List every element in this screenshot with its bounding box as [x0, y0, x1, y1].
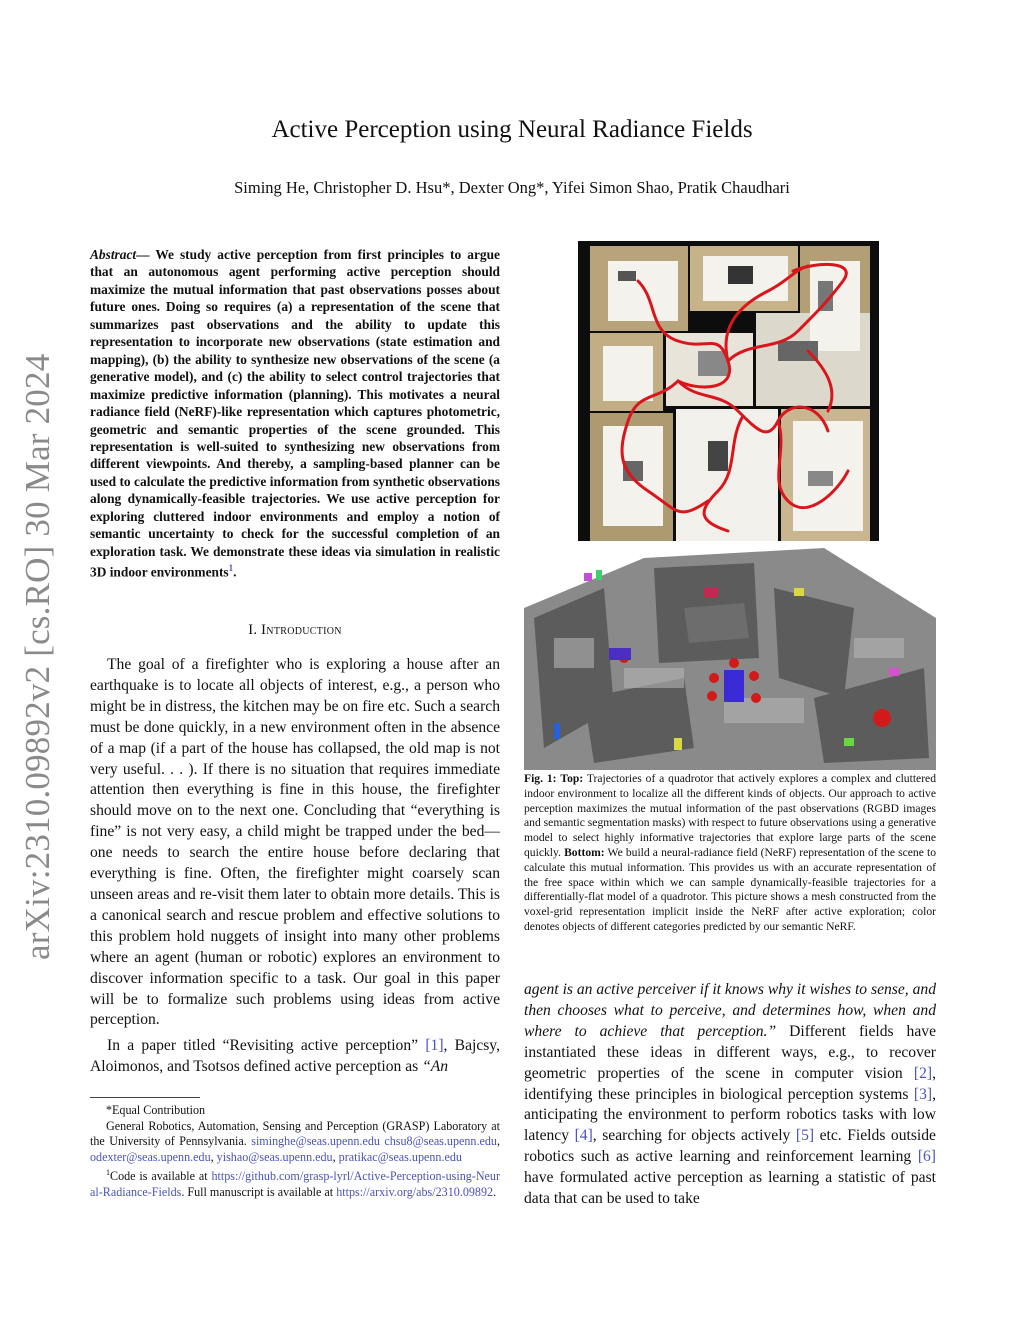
citation-3[interactable]: [3] — [913, 1085, 933, 1103]
right-column-paragraph — [524, 980, 936, 1210]
intro-paragraph-1: The goal of a firefighter who is exploring a house after an earthquake is to locate all objects of interest, e.g., a person who might be in distress, the kitchen may be on fire etc. Such a search must be done quickly, in a new environment often in the absence of a map (if a part of the house has collapsed, the old map is not very useful. . . ). If there is no situation that requires immediate attention then everything is fine in this house, the firefighter should move on to the next one. Concluding that “everything is fine” is not very easy, a child might be trapped under the bed—one needs to search the entire house before declaring that everything is fine. Often, the firefighter might coarsely scan unseen areas and re-visit them later to obtain more details. This is a canonical search and rescue problem and effective solutions to this problem hold nuggets of insight into many other problems where an agent (human or robotic) explores an environment to discover information specific to a task. Our goal in this paper will be to formalize such problems using ideas from active perception. — [90, 656, 500, 1029]
figure-top-image — [578, 241, 879, 541]
footnotes — [90, 1103, 500, 1200]
footnote-equal-contribution: *Equal Contribution — [106, 1103, 206, 1117]
affiliation-text: General Robotics, Automation, Sensing and Perception (GRASP) Laboratory at the University of Pennsylvania. — [90, 1118, 500, 1148]
footnote-code-mark: 1 — [106, 1168, 110, 1177]
rc-text-2: , identifying these principles in biological perception systems — [524, 1064, 936, 1103]
manuscript-url-link[interactable]: https://arxiv.org/abs/2310.09892 — [336, 1184, 494, 1199]
intro-p2-b: , Bajcsy, Aloimonos, and Tsotsos defined active perception as — [90, 1037, 500, 1076]
abstract-body: We study active perception from first principles to argue that an autonomous agent performing active perception should maximize the mutual information that past observations posses about future ones. Doing so requires (a) a representation of the scene that summarizes past observations and the ability to update this representation to incorporate new observations (state estimation and mapping), (b) the ability to synthesize new observations of the scene (a generative model), and (c) the ability to select control trajectories that maximize predictive information (planning). This motivates a neural radiance field (NeRF)-like representation which captures photometric, geometric and semantic properties of the scene grounded. This representation is well-suited to synthesizing new observations from different viewpoints. And thereby, a sampling-based planner can be used to calculate the predictive information from synthetic observations along dynamically-feasible trajectories. We use active perception for exploring cluttered indoor environments and employ a notion of semantic uncertainty to check for the successful completion of an exploration task. We demonstrate these ideas via simulation in realistic 3D indoor environments — [90, 247, 500, 580]
caption-top-label: Top: — [560, 772, 584, 785]
footnote-marker-1[interactable]: 1 — [228, 563, 234, 574]
citation-2[interactable]: [2] — [913, 1064, 933, 1082]
figure-caption — [524, 772, 936, 935]
rc-text-1: Different fields have instantiated these ideas in different ways, e.g., to recover geometric properties of the scene in computer vision — [524, 1022, 936, 1082]
caption-top-text: Trajectories of a quadrotor that actively explores a complex and cluttered indoor environment to localize all the different kinds of objects. Our approach to active perception maximizes the mutual information of the past observations (RGBD images and semantic segmentation masks) with respect to future observations using a generative model to select highly informative trajectories that explore large parts of the scene quickly. — [524, 772, 936, 859]
figure-bottom-image — [524, 548, 936, 770]
abstract-lead: Abstract — [90, 247, 137, 262]
right-column-text — [524, 980, 936, 1210]
code-url-link[interactable]: https://github.com/grasp-lyrl/Active-Perception-using-Neural-Radiance-Fields — [90, 1169, 500, 1199]
section-heading-introduction: I. Introduction — [248, 622, 342, 638]
paper-title: Active Perception using Neural Radiance Fields — [271, 116, 753, 143]
arxiv-stamp: arXiv:2310.09892v2 [cs.RO] 30 Mar 2024 — [18, 353, 57, 960]
figure-label: Fig. 1: — [524, 772, 557, 785]
rc-text-5: etc. Fields outside robotics such as active learning and reinforcement learning — [524, 1127, 936, 1166]
caption-bottom-text: We build a neural-radiance field (NeRF) representation of the scene to calculate this mutual information. This provides us with an accurate representation of the free space within which we can sample dynamically-feasible trajectories for a differentially-flat model of a quadrotor. This picture shows a mesh constructed from the voxel-grid representation implicit inside the NeRF after active exploration; color denotes objects of different categories predicted by our semantic NeRF. — [524, 845, 936, 933]
introduction-text — [90, 655, 500, 1078]
footnote-code — [90, 1165, 500, 1200]
abstract-end: . — [233, 564, 237, 580]
abstract-dash: — — [136, 247, 150, 262]
email-link-chaudhari[interactable]: pratikac@seas.upenn.edu — [338, 1149, 462, 1164]
intro-p2-a: In a paper titled “Revisiting active perception” — [107, 1037, 426, 1055]
citation-4[interactable]: [4] — [574, 1127, 593, 1145]
abstract — [90, 246, 500, 581]
email-link-hsu[interactable]: chsu8@seas.upenn.edu — [384, 1134, 497, 1148]
citation-6[interactable]: [6] — [917, 1148, 936, 1166]
manuscript-text: . Full manuscript is available at — [181, 1184, 337, 1199]
email-link-ong[interactable]: odexter@seas.upenn.edu — [90, 1149, 211, 1164]
intro-paragraph-2 — [90, 1036, 500, 1078]
email-link-shao[interactable]: yishao@seas.upenn.edu — [216, 1149, 333, 1164]
intro-p2-quote: “An — [422, 1058, 449, 1076]
footnote-affiliation: General Robotics, Automation, Sensing and Perception (GRASP) Laboratory at the University of Pennsylvania. siminghe@seas.upenn.edu chsu8@seas.upenn.edu, odexter@seas.upenn.edu, yishao@seas.upenn.edu, pratikac@seas.upenn.edu — [90, 1118, 500, 1164]
code-text: Code is available at — [110, 1169, 212, 1184]
active-perception-quote: agent is an active perceiver if it knows why it wishes to sense, and then chooses what to perceive, and determines how, when and where to achieve that perception.” — [524, 981, 936, 1040]
citation-5[interactable]: [5] — [795, 1127, 815, 1145]
caption-bottom-label: Bottom: — [564, 845, 605, 859]
footnote-rule — [90, 1097, 200, 1098]
rc-text-6: have formulated active perception as learning a statistic of past data that can be used to take — [524, 1169, 936, 1208]
rc-text-3: , anticipating the environment to perform robotics tasks with low latency — [524, 1085, 936, 1145]
rc-text-4: , searching for objects actively — [592, 1127, 796, 1145]
author-list: Siming He, Christopher D. Hsu*, Dexter Ong*, Yifei Simon Shao, Pratik Chaudhari — [234, 178, 790, 197]
footnote-period: . — [493, 1184, 497, 1199]
email-link-he[interactable]: siminghe@seas.upenn.edu — [251, 1134, 380, 1148]
citation-1[interactable]: [1] — [425, 1037, 444, 1055]
